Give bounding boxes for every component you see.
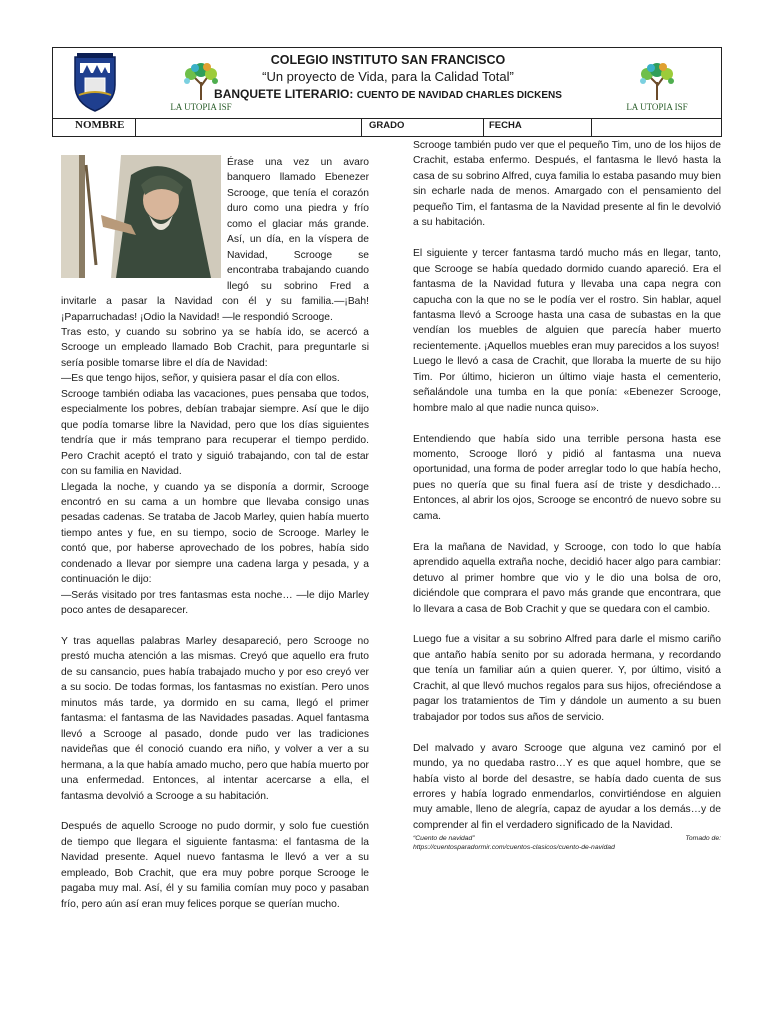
grado-label: GRADO (369, 120, 405, 131)
column-divider (483, 118, 484, 136)
utopia-logo-text: LA UTOPIA ISF (626, 102, 688, 112)
paragraph: Después de aquello Scrooge no pudo dormir, y solo fue cuestión de tiempo que llegara el siguiente fantasma: el fantasma de la Navidad presente. Aquel nuevo fantasma le llevó a ver a su empleado, Bob Crachit, que era muy pobre porque Scrooge le pagaba muy mal. Así, él y su familia comían muy poco y pasaban frío, pero aún así eran muy felices porque se querían mucho. (61, 821, 369, 910)
fecha-label: FECHA (489, 120, 522, 131)
citation (413, 834, 721, 852)
spacer (413, 524, 721, 539)
activity-title (203, 87, 573, 101)
citation-tomado: Tomado de: (685, 835, 721, 843)
paragraph: Tras esto, y cuando su sobrino ya se había ido, se acercó a Scrooge un empleado llamado Bob Crachit, para preguntarle si sería posible tomarse libre el día de Navidad: (61, 326, 369, 369)
spacer (413, 231, 721, 246)
paragraph: Scrooge también odiaba las vacaciones, pues pensaba que todos, especialmente los pobres, debían trabajar siempre. Así que le dijo que podía tomarse libre la Navidad, pero que los días siguientes tendría que ir más temprano para recuperar el tiempo perdido. Pero Crachit aceptó el trato y siguió trabajando, con tal de estar con su familia en Navidad. (61, 388, 369, 478)
activity-subtitle: CUENTO DE NAVIDAD CHARLES DICKENS (356, 90, 562, 101)
story-column-right (413, 138, 721, 852)
utopia-logo-text: LA UTOPIA ISF (170, 102, 232, 112)
paragraph: Érase una vez un avaro banquero llamado Ebenezer Scrooge, que tenía el corazón duro como una piedra y frío como el glaciar más grande. Así, un día, en la víspera de Navidad, Scrooge se encontraba trabajando cuando llegó su sobrino Fred a invitarle a pasar la Navidad con él y su familia.—¡Bah! ¡Paparruchadas! ¡Odio la Navidad! —le respondió Scrooge. (61, 157, 369, 323)
spacer (61, 619, 369, 634)
spacer (413, 617, 721, 632)
paragraph: Del malvado y avaro Scrooge que alguna vez caminó por el mundo, ya no quedaba rastro…Y es que aquel hombre, que se había visto al borde del desastre, se había dado cuenta de sus errores y había logrado enmendarlos, convirtiéndose en alguien muy amable, lleno de alegría, capaz de ayudar a los demás…y de comprender al fin el verdadero significado de la Navidad. (413, 742, 721, 831)
paragraph: El siguiente y tercer fantasma tardó mucho más en llegar, tanto, que Scrooge se había quedado dormido cuando apareció. Era el fantasma de la Navidad futura y llevaba una capa negra con capucha con la que no se le podía ver el rostro. Sin hablar, aquel fantasma llevó a Scrooge hasta una casa de subastas en la que vendían los muebles de alguien que parecía haber muerto recientemente. ¡Aquellos muebles eran muy parecidos a los suyos! (413, 248, 721, 352)
column-divider (361, 118, 362, 136)
paragraph: Scrooge también pudo ver que el pequeño Tim, uno de los hijos de Crachit, estaba enfermo. Después, el fantasma le llevó hasta la casa de su sobrino Alfred, cuya familia lo estaba pasando muy bien sin echarle nada de menos. Amargado con el pensamiento del pequeño Tim, el fantasma de la Navidad presente al fin le devolvió a su habitación. (413, 140, 721, 229)
paragraph: Luego le llevó a casa de Crachit, que lloraba la muerte de su hijo Tim. Por último, hicieron un último viaje hasta el cementerio, señalándole una tumba en la que ponía: «Ebenezer Scrooge, hombre malo al que nadie nunca quiso». (413, 356, 721, 414)
column-divider (591, 118, 592, 136)
paragraph: —Serás visitado por tres fantasmas esta noche… —le dijo Marley poco antes de desaparecer. (61, 589, 369, 617)
nombre-label: NOMBRE (75, 119, 125, 131)
paragraph: Y tras aquellas palabras Marley desapareció, pero Scrooge no prestó mucha atención a las mismas. Creyó que aquello era fruto de su cansancio, pues había trabajado mucho y por eso creyó ver a su socio. De todas formas, los fantasmas no existían. Pero unos minutos más tarde, ya dormido en su cama, llegó el primer fantasma: el fantasma de las Navidades pasadas. Aquel fantasma llevó a Scrooge al pasado, donde pudo ver las tradiciones navideñas que él conoció cuando era niño, y volver a ver a su hermana, a la que había amado mucho, pero que había muerto por una enfermedad. Entonces, al intentar acercarse a ella, el fantasma devolvió a Scrooge a su habitación. (61, 636, 369, 802)
scrooge-illustration (61, 155, 221, 278)
paragraph: Luego fue a visitar a su sobrino Alfred para darle el mismo cariño que antaño había senito por su adorada hermana, y recordando que tenía un familiar aún a quien querer. Y, por último, visitó a Crachit, al que llevó muchos regalos para sus hijos, ofreciéndose a pagar los tratamientos de Tim y dándole un aumento a su buen trabajador por todos sus años de servicio. (413, 634, 721, 723)
spacer (413, 416, 721, 431)
column-divider (135, 118, 136, 136)
paragraph: —Es que tengo hijos, señor, y quisiera pasar el día con ellos. (61, 373, 340, 385)
spacer (61, 804, 369, 819)
tree-icon (621, 62, 693, 102)
spacer (413, 725, 721, 740)
paragraph: Entendiendo que había sido una terrible persona hasta ese momento, Scrooge lloró y pidió al fantasma una nueva oportunidad, una forma de poder arreglar todo lo que había hecho, pues no quería que su final fuera así de triste y desdichado…Entonces, al abrir los ojos, Scrooge se encontró de nuevo sobre su cama. (413, 433, 721, 522)
citation-title: “Cuento de navidad” (413, 835, 475, 843)
story-column-left (61, 155, 369, 912)
school-crest-icon (71, 51, 119, 113)
utopia-logo-right (621, 62, 693, 112)
paragraph: Llegada la noche, y cuando ya se disponía a dormir, Scrooge encontró en su cama a un hombre que llevaba consigo unas pesadas cadenas. Se trataba de Jacob Marley, quien había muerto tiempo antes y fue, en su tiempo, socio de Scrooge. Marley le contó que, por haberse aprovechado de los pobres, había sido condenado a llevar por siempre una cadena larga y pesada, y a continuación le dijo: (61, 481, 369, 586)
school-motto: “Un proyecto de Vida, para la Calidad Total” (262, 69, 514, 84)
citation-url[interactable]: https://cuentosparadormir.com/cuentos-clasicos/cuento-de-navidad (413, 844, 615, 852)
school-name: COLEGIO INSTITUTO SAN FRANCISCO (270, 53, 506, 67)
header-table (52, 47, 722, 137)
header-divider (53, 118, 721, 119)
paragraph: Era la mañana de Navidad, y Scrooge, con todo lo que había aprendido aquella extraña noche, decidió hacer algo para cambiar: detuvo al primer hombre que vio y le dio una bolsa de oro, diciéndole que comprara el pavo más grande que encontrara, que lo llevara a casa de Bob Crachit y que se quedara con el cambio. (413, 541, 721, 615)
activity-label: BANQUETE LITERARIO: (214, 87, 354, 101)
